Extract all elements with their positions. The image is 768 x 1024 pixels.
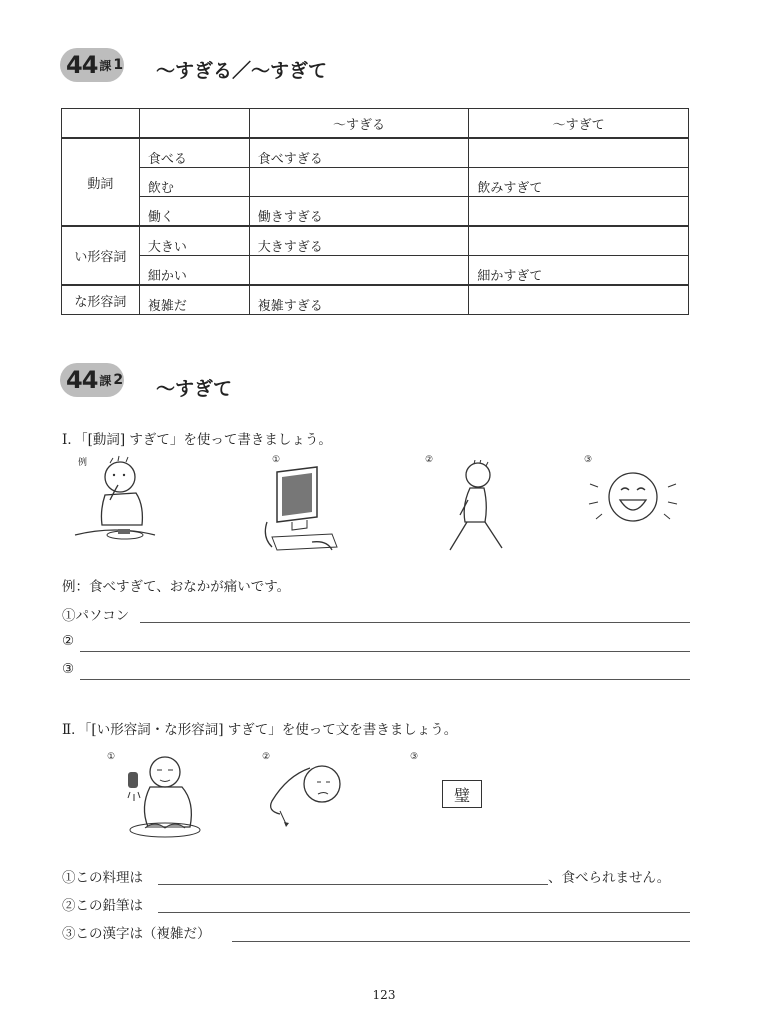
category-cell: な形容詞 [62,285,140,315]
answer-line [80,679,690,680]
exercise2-item-2-label: ②この鉛筆は [62,898,143,914]
pic-label: ① [107,752,116,762]
pic-label: 例 [78,458,88,468]
exercise1-instruction: Ⅰ．「[動詞] すぎて」を使って書きましょう。 [62,432,332,448]
sugite-cell [469,138,689,168]
pic-label: ② [262,752,271,762]
exercise2-item-1-suffix: 、食べられません。 [548,870,671,886]
base-cell: 細かい [139,256,249,286]
walking-person-illustration [440,460,510,555]
computer-illustration [262,462,342,557]
exercise2-instruction: Ⅱ．「[い形容詞・な形容詞] すぎて」を使って文を書きましょう。 [62,722,458,738]
sugiru-cell: 大きすぎる [249,226,469,256]
base-cell: 大きい [139,226,249,256]
table-row [62,197,689,227]
sugiru-cell [249,168,469,197]
answer-line [158,912,690,913]
base-cell: 働く [139,197,249,227]
laughing-face-illustration [588,462,678,532]
sugite-cell [469,197,689,227]
base-cell: 食べる [139,138,249,168]
pic-label: ③ [584,455,593,465]
answer-line [80,651,690,652]
eating-person-illustration [70,455,160,550]
table-row [62,138,689,168]
lesson-ka: 課 [99,373,112,388]
answer-line [158,884,548,885]
answer-line [232,941,690,942]
sugite-cell: 飲みすぎて [469,168,689,197]
table-row [62,256,689,286]
exercise1-item-1-label: ①パソコン [62,608,130,624]
page-number: 123 [372,988,396,1002]
exercise1-item-2-label: ② [62,633,75,649]
category-cell: 動詞 [62,138,140,226]
pic-label: ③ [410,752,419,762]
lesson-sub: 2 [113,372,124,388]
lesson-number: 44 [66,51,98,79]
header-cell [139,109,249,139]
exercise2-item-3-label: ③この漢字は（複雑だ） [62,926,211,942]
base-cell: 飲む [139,168,249,197]
header-cell: ～すぎる [249,109,469,139]
exercise2-item-1-label: ①この料理は [62,870,143,886]
answer-line [140,622,690,623]
conjugation-table [61,108,689,315]
table-header-row [62,109,689,139]
exercise1-item-3-label: ③ [62,661,75,677]
lesson-badge-2 [60,363,124,397]
lesson-number: 44 [66,366,98,394]
base-cell: 複雑だ [139,285,249,315]
sugite-cell [469,285,689,315]
pic-label: ② [425,455,434,465]
sugiru-cell: 複雑すぎる [249,285,469,315]
category-cell: い形容詞 [62,226,140,285]
sugite-cell [469,226,689,256]
thin-pencil-illustration [262,756,352,836]
section1-title: ～すぎる／～すぎて [156,60,328,82]
pic-label: ① [272,455,281,465]
lesson-badge-1 [60,48,124,82]
sugiru-cell: 食べすぎる [249,138,469,168]
example-sentence: 例：食べすぎて、おなかが痛いです。 [62,579,291,595]
table-row [62,226,689,256]
header-cell: ～すぎて [469,109,689,139]
lesson-ka: 課 [99,58,112,73]
sugiru-cell [249,256,469,286]
table-row [62,168,689,197]
table-row [62,285,689,315]
section2-title: ～すぎて [156,378,233,400]
kanji-box: 璧 [442,780,482,808]
sugiru-cell: 働きすぎる [249,197,469,227]
lesson-sub: 1 [113,57,124,73]
salty-food-illustration [110,752,210,842]
sugite-cell: 細かすぎて [469,256,689,286]
header-cell [62,109,140,139]
